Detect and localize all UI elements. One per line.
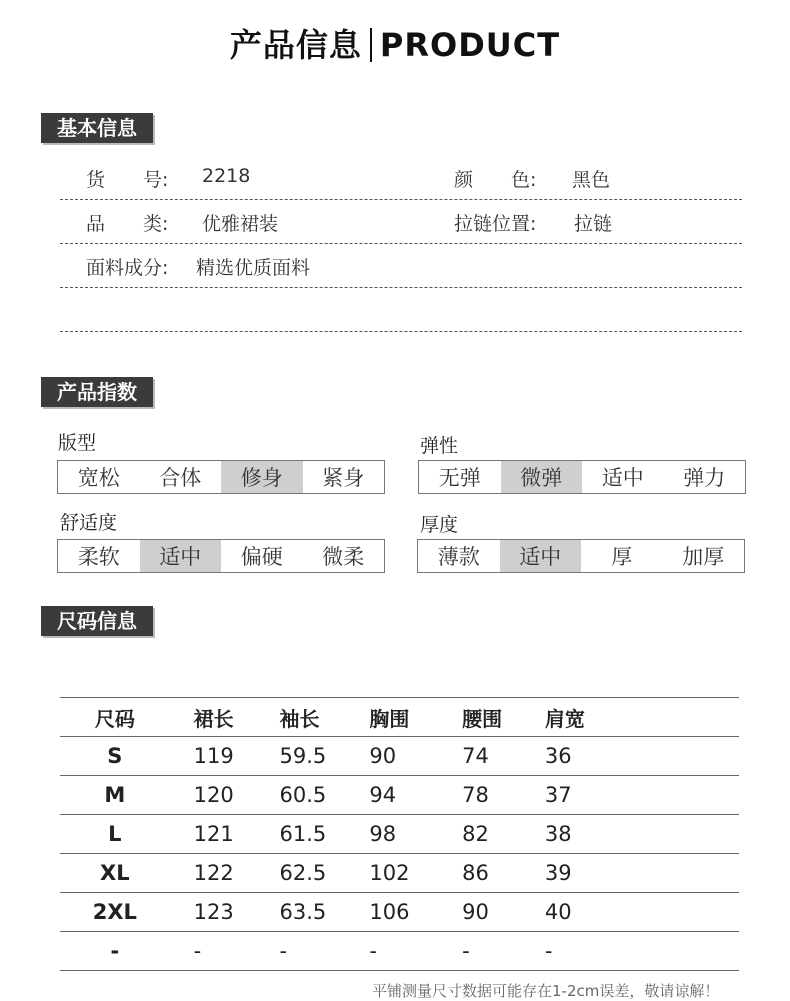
measure-cell: - xyxy=(193,939,202,963)
table-row xyxy=(60,854,739,893)
measure-cell: 120 xyxy=(193,783,234,807)
measure-cell: 62.5 xyxy=(279,861,327,885)
category-value: 优雅裙装 xyxy=(202,213,279,235)
measure-cell: 121 xyxy=(193,822,234,846)
info-row-empty xyxy=(60,287,742,332)
item-no-value: 2218 xyxy=(202,165,251,187)
measurement-note: 平铺测量尺寸数据可能存在1-2cm误差，敬请谅解！ xyxy=(372,982,720,1000)
thickness-scale xyxy=(417,539,745,573)
measure-cell: 123 xyxy=(193,900,234,924)
table-row xyxy=(60,815,739,854)
size-table xyxy=(60,697,739,971)
measure-cell: 59.5 xyxy=(279,744,327,768)
elasticity-option: 适中 xyxy=(601,466,644,490)
section-badge-basic: 基本信息 xyxy=(41,113,153,143)
size-cell: 2XL xyxy=(92,900,137,924)
table-row xyxy=(60,776,739,815)
measure-cell: 94 xyxy=(369,783,397,807)
measure-cell: 63.5 xyxy=(279,900,327,924)
size-cell: - xyxy=(110,939,120,963)
info-row-2 xyxy=(60,199,742,244)
thickness-option: 加厚 xyxy=(682,545,725,569)
table-row xyxy=(60,893,739,932)
measure-cell: 106 xyxy=(369,900,410,924)
section-badge-index: 产品指数 xyxy=(41,377,153,407)
thickness-option: 厚 xyxy=(611,545,633,569)
fit-label: 版型 xyxy=(58,432,97,454)
measure-cell: - xyxy=(279,939,288,963)
measure-cell: 86 xyxy=(462,861,489,885)
info-row-1 xyxy=(60,155,742,200)
fit-scale xyxy=(57,460,385,494)
fit-option: 合体 xyxy=(159,466,202,490)
measure-cell: 60.5 xyxy=(279,783,327,807)
header-length: 裙长 xyxy=(193,706,234,731)
measure-cell: 98 xyxy=(369,822,397,846)
measure-cell: 61.5 xyxy=(279,822,327,846)
section-badge-size: 尺码信息 xyxy=(41,606,153,636)
measure-cell: 90 xyxy=(369,744,397,768)
measure-cell: 37 xyxy=(544,783,572,807)
table-row xyxy=(60,932,739,971)
measure-cell: 102 xyxy=(369,861,410,885)
page-title xyxy=(0,20,790,66)
table-row xyxy=(60,737,739,776)
measure-cell: 119 xyxy=(193,744,234,768)
thickness-option: 适中 xyxy=(500,540,582,572)
zipper-value: 拉链 xyxy=(574,213,613,235)
size-cell: L xyxy=(108,822,122,846)
size-cell: S xyxy=(107,744,123,768)
measure-cell: 74 xyxy=(462,744,489,768)
elasticity-option: 无弹 xyxy=(438,466,481,490)
measure-cell: - xyxy=(462,939,470,963)
measure-cell: 38 xyxy=(544,822,572,846)
size-cell: XL xyxy=(100,861,130,885)
size-table-header xyxy=(60,698,739,737)
measure-cell: 90 xyxy=(462,900,489,924)
measure-cell: 78 xyxy=(462,783,489,807)
thickness-option: 薄款 xyxy=(437,545,480,569)
page-title-cn: 产品信息 xyxy=(229,26,362,64)
header-chest: 胸围 xyxy=(369,706,410,731)
fit-option: 紧身 xyxy=(322,466,365,490)
elasticity-scale xyxy=(418,460,746,494)
header-shoulder: 肩宽 xyxy=(544,706,585,731)
zipper-label: 拉链位置: xyxy=(454,213,537,235)
measure-cell: 40 xyxy=(544,900,572,924)
item-no-label: 货 号: xyxy=(86,169,169,191)
measure-cell: - xyxy=(544,939,553,963)
material-label: 面料成分: xyxy=(86,257,169,279)
fit-option: 宽松 xyxy=(77,466,120,490)
comfort-option: 微柔 xyxy=(322,545,365,569)
elasticity-option: 弹力 xyxy=(683,466,726,490)
comfort-label: 舒适度 xyxy=(60,512,118,534)
fit-option: 修身 xyxy=(221,461,303,493)
thickness-label: 厚度 xyxy=(420,514,459,536)
comfort-option: 柔软 xyxy=(77,545,120,569)
color-label: 颜 色: xyxy=(454,169,537,191)
comfort-scale xyxy=(57,539,385,573)
size-cell: M xyxy=(104,783,126,807)
title-divider xyxy=(370,28,372,62)
color-value: 黑色 xyxy=(572,169,611,191)
measure-cell: - xyxy=(369,939,377,963)
comfort-option: 适中 xyxy=(140,540,222,572)
category-label: 品 类: xyxy=(86,213,169,235)
header-sleeve: 袖长 xyxy=(279,706,320,731)
elasticity-label: 弹性 xyxy=(420,435,459,457)
page-title-en: PRODUCT xyxy=(379,26,561,64)
header-waist: 腰围 xyxy=(462,706,503,731)
measure-cell: 122 xyxy=(193,861,234,885)
material-value: 精选优质面料 xyxy=(196,257,311,279)
header-size: 尺码 xyxy=(94,706,135,731)
measure-cell: 36 xyxy=(544,744,572,768)
measure-cell: 82 xyxy=(462,822,489,846)
elasticity-option: 微弹 xyxy=(501,461,583,493)
info-row-3 xyxy=(60,243,742,288)
comfort-option: 偏硬 xyxy=(240,545,283,569)
measure-cell: 39 xyxy=(544,861,572,885)
